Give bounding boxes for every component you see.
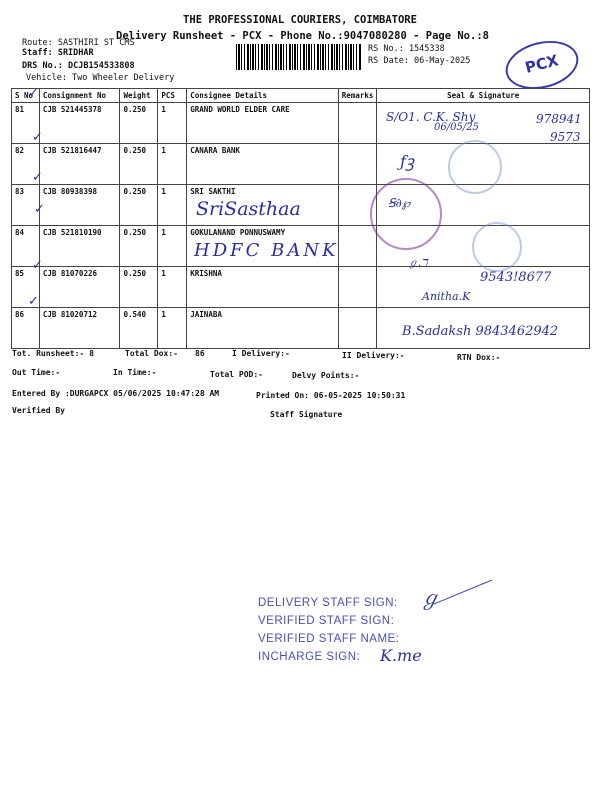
cell-pcs: 1 <box>158 185 187 226</box>
handwritten-signature: ƒꝫ <box>400 152 415 171</box>
delvy-points: Delvy Points:- <box>292 371 360 380</box>
rs-number: RS No.: 1545338 <box>368 44 445 54</box>
cell-pcs: 1 <box>158 103 187 144</box>
cell-consignment: CJB 521816447 <box>39 144 120 185</box>
drs-label: DRS No.: DCJB154533808 <box>22 61 135 71</box>
bank-seal <box>472 222 522 272</box>
checkmark-icon: ✓ <box>28 86 39 101</box>
cell-remarks <box>338 308 377 349</box>
handwritten-remark: SriSasthaa <box>196 198 301 220</box>
col-remarks: Remarks <box>338 89 377 103</box>
handwritten-phone: 978941 <box>536 112 582 126</box>
cell-sno: 85 <box>12 267 40 308</box>
verification-stamp <box>258 594 399 666</box>
col-consignee: Consignee Details <box>187 89 339 103</box>
cell-pcs: 1 <box>158 308 187 349</box>
cell-weight: 0.540 <box>120 308 158 349</box>
total-pod: Total POD:- <box>210 370 263 379</box>
signature-stroke <box>432 578 496 608</box>
checkmark-icon: ✓ <box>32 258 43 273</box>
handwritten-phone: B.Sadaksh 9843462942 <box>402 324 559 339</box>
rs-date: RS Date: 06-May-2025 <box>368 56 471 66</box>
table-row <box>12 144 590 185</box>
verified-by: Verified By <box>12 406 65 415</box>
rtn-dox: RTN Dox:- <box>457 353 501 362</box>
cell-consignee: GRAND WORLD ELDER CARE <box>187 103 339 144</box>
cell-weight: 0.250 <box>120 267 158 308</box>
col-seal-signature: Seal & Signature <box>377 89 590 103</box>
entered-by: Entered By :DURGAPCX 05/06/2025 10:47:28 AM <box>12 389 220 398</box>
cell-consignment: CJB 521810190 <box>39 226 120 267</box>
company-title: THE PROFESSIONAL COURIERS, COIMBATORE <box>183 14 417 26</box>
cell-consignment: CJB 80938398 <box>39 185 120 226</box>
cell-sno: 84 <box>12 226 40 267</box>
cell-sno: 83 <box>12 185 40 226</box>
cell-sno: 81 <box>12 103 40 144</box>
cell-consignee: GOKULANAND PONNUSWAMY <box>187 226 339 267</box>
col-weight: Weight <box>120 89 158 103</box>
checkmark-icon: ✓ <box>32 170 43 185</box>
cell-consignment: CJB 81070226 <box>39 267 120 308</box>
staff-signature: Staff Signature <box>270 410 343 419</box>
cell-consignment: CJB 521445378 <box>39 103 120 144</box>
table-row <box>12 103 590 144</box>
cell-weight: 0.250 <box>120 103 158 144</box>
out-time: Out Time:- <box>12 368 61 377</box>
verified-staff-name: VERIFIED STAFF NAME: <box>258 633 400 645</box>
handwritten-initials: K.me <box>380 646 422 665</box>
total-dox-label: Total Dox:- <box>125 349 178 358</box>
staff-label: Staff: SRIDHAR <box>22 48 94 58</box>
i-delivery: I Delivery:- <box>232 349 290 358</box>
cell-weight: 0.250 <box>120 185 158 226</box>
pcx-stamp: PCX <box>501 34 584 97</box>
table-header-row <box>12 89 590 103</box>
cell-sno: 86 <box>12 308 40 349</box>
cell-remarks <box>338 226 377 267</box>
handwritten-date: 06/05/25 <box>434 122 479 133</box>
incharge-sign: INCHARGE SIGN: <box>258 651 361 663</box>
cell-weight: 0.250 <box>120 144 158 185</box>
cell-pcs: 1 <box>158 267 187 308</box>
total-dox-value: 86 <box>195 349 205 358</box>
printed-on: Printed On: 06-05-2025 10:50:31 <box>256 391 406 400</box>
cell-consignment: CJB 81020712 <box>39 308 120 349</box>
col-pcs: PCS <box>158 89 187 103</box>
route-label: Route: SASTHIRI ST CMS <box>22 38 135 48</box>
company-seal <box>370 178 442 250</box>
handwritten-phone: 9543!8677 <box>480 270 552 285</box>
cell-consignee: JAINABA <box>187 308 339 349</box>
tot-runsheet: Tot. Runsheet:- 8 <box>12 349 94 358</box>
cell-weight: 0.250 <box>120 226 158 267</box>
runsheet-title: Delivery Runsheet - PCX - Phone No.:9047080280 - Page No.:8 <box>116 30 489 42</box>
handwritten-signature: S/O1. C.K. Shy <box>386 110 476 124</box>
cell-remarks <box>338 267 377 308</box>
cell-pcs: 1 <box>158 144 187 185</box>
cell-consignee: SRI SAKTHI <box>187 185 339 226</box>
cell-sno: 82 <box>12 144 40 185</box>
checkmark-icon: ✓ <box>34 202 45 217</box>
handwritten-signature: Ꞩ∂℘ <box>388 196 411 210</box>
delivery-staff-sign: DELIVERY STAFF SIGN: <box>258 597 398 609</box>
handwritten-signature: ℊ <box>420 586 440 610</box>
cell-consignee: CANARA BANK <box>187 144 339 185</box>
cell-consignee: KRISHNA <box>187 267 339 308</box>
barcode <box>236 44 362 70</box>
vehicle-label: Vehicle: Two Wheeler Delivery <box>26 73 175 83</box>
col-sno: S No <box>12 89 40 103</box>
verified-staff-sign: VERIFIED STAFF SIGN: <box>258 615 395 627</box>
cell-remarks <box>338 144 377 185</box>
cell-pcs: 1 <box>158 226 187 267</box>
cell-remarks <box>338 103 377 144</box>
checkmark-icon: ✓ <box>32 130 43 145</box>
handwritten-remark: HDFC BANK <box>194 240 339 261</box>
bank-seal <box>448 140 502 194</box>
handwritten-phone: 9573 <box>550 130 581 144</box>
handwritten-signature: ℊ.ℸ <box>408 258 428 269</box>
handwritten-signature: Anitha.K <box>422 290 471 303</box>
col-consignment: Consignment No <box>39 89 120 103</box>
checkmark-icon: ✓ <box>28 294 39 309</box>
in-time: In Time:- <box>113 368 157 377</box>
ii-delivery: II Delivery:- <box>342 351 405 360</box>
